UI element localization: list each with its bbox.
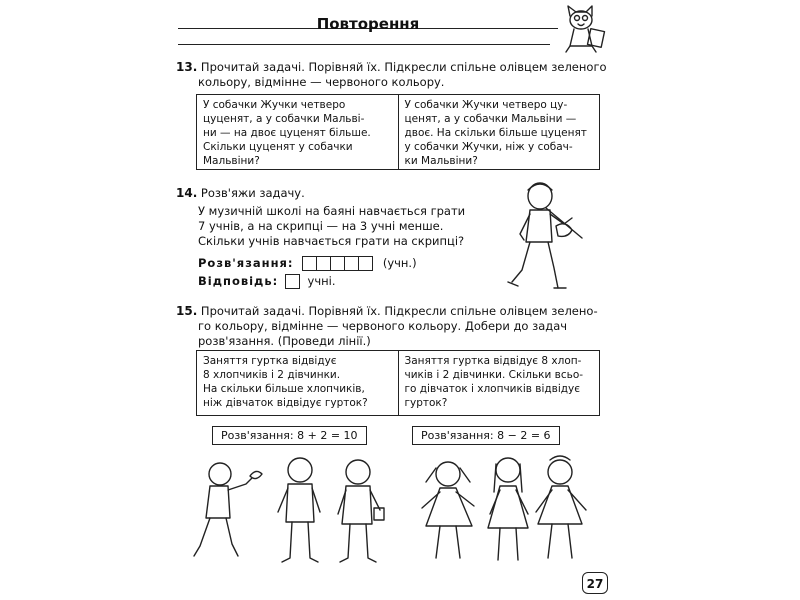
task14-instruction: Розв'яжи задачу. bbox=[200, 186, 305, 200]
page-title: Повторення bbox=[316, 15, 420, 33]
task13-right-line: у собачки Жучки, ніж у собач- bbox=[404, 141, 573, 153]
task15-problems-table bbox=[196, 350, 600, 416]
task13-left-line: ни — на двоє цуценят більше. bbox=[203, 127, 371, 139]
task15-right-line: гурток? bbox=[404, 397, 448, 409]
task13-problem-left bbox=[197, 95, 398, 169]
page-number: 27 bbox=[582, 572, 608, 594]
task13-left-line: У собачки Жучки четверо bbox=[203, 99, 346, 111]
task15-problem-left bbox=[197, 351, 398, 415]
task14-line-3: Скільки учнів навчається грати на скрипці? bbox=[198, 234, 465, 248]
task13-number: 13. bbox=[176, 60, 198, 74]
task13-problem-right bbox=[398, 95, 600, 169]
task13-left-line: Скільки цуценят у собачки bbox=[203, 141, 353, 153]
task15-left-line: На скільки більше хлопчиків, bbox=[203, 383, 365, 395]
task15-line-1: Прочитай задачі. Порівняй їх. Підкресли спільне олівцем зелено- bbox=[200, 304, 598, 318]
task13-right-line: ценят, а у собачки Мальвіни — bbox=[404, 113, 577, 125]
task14-statement bbox=[176, 186, 506, 249]
task14-solution-row bbox=[198, 256, 498, 271]
task15-left-line: Заняття гуртка відвідує bbox=[203, 355, 337, 367]
title-rule-bottom bbox=[178, 44, 550, 45]
task13-line-2: кольору, відмінне — червоного кольору. bbox=[198, 75, 445, 89]
task13-right-line: ки Мальвіни? bbox=[404, 155, 478, 167]
task15-right-line: чиків і 2 дівчинки. Скільки всьо- bbox=[404, 369, 584, 381]
boy-violin-illustration bbox=[500, 178, 590, 294]
task14-answer-row bbox=[198, 274, 498, 289]
task15-left-line: 8 хлопчиків і 2 дівчинки. bbox=[203, 369, 341, 381]
task15-right-line: го дівчаток і хлопчиків відвідує bbox=[404, 383, 580, 395]
cat-mascot-illustration bbox=[556, 2, 610, 56]
task13-line-1: Прочитай задачі. Порівняй їх. Підкресли спільне олівцем зеленого bbox=[200, 60, 607, 74]
solution-input-boxes[interactable] bbox=[303, 256, 373, 271]
solution-box-subtraction: Розв'язання: 8 − 2 = 6 bbox=[412, 426, 560, 445]
answer-input-box[interactable] bbox=[286, 274, 300, 289]
task14-line-1: У музичній школі на баяні навчається грати bbox=[198, 204, 466, 218]
task14-number: 14. bbox=[176, 186, 198, 200]
task15-line-3: розв'язання. (Проведи лінії.) bbox=[198, 334, 371, 348]
task15-problem-right bbox=[398, 351, 600, 415]
task15-number: 15. bbox=[176, 304, 198, 318]
task15-right-line: Заняття гуртка відвідує 8 хлоп- bbox=[404, 355, 582, 367]
task15-left-line: ніж дівчаток відвідує гурток? bbox=[203, 397, 368, 409]
task13-right-line: двоє. На скільки більше цуценят bbox=[404, 127, 587, 139]
solution-label: Розв'язання: bbox=[198, 256, 294, 270]
task15-statement bbox=[176, 304, 616, 349]
task14-line-2: 7 учнів, а на скрипці — на 3 учні менше. bbox=[198, 219, 444, 233]
solution-unit: (учн.) bbox=[382, 256, 417, 270]
task13-statement bbox=[176, 60, 616, 90]
task15-line-2: го кольору, відмінне — червоного кольору. Добери до задач bbox=[198, 319, 568, 333]
task13-left-line: Мальвіни? bbox=[203, 155, 260, 167]
task13-right-line: У собачки Жучки четверо цу- bbox=[404, 99, 568, 111]
answer-unit: учні. bbox=[307, 274, 336, 288]
solution-box-addition: Розв'язання: 8 + 2 = 10 bbox=[212, 426, 367, 445]
task13-left-line: цуценят, а у собачки Мальві- bbox=[203, 113, 365, 125]
task13-problems-table bbox=[196, 94, 600, 170]
answer-label: Відповідь: bbox=[198, 274, 279, 288]
children-illustration bbox=[190, 452, 600, 570]
